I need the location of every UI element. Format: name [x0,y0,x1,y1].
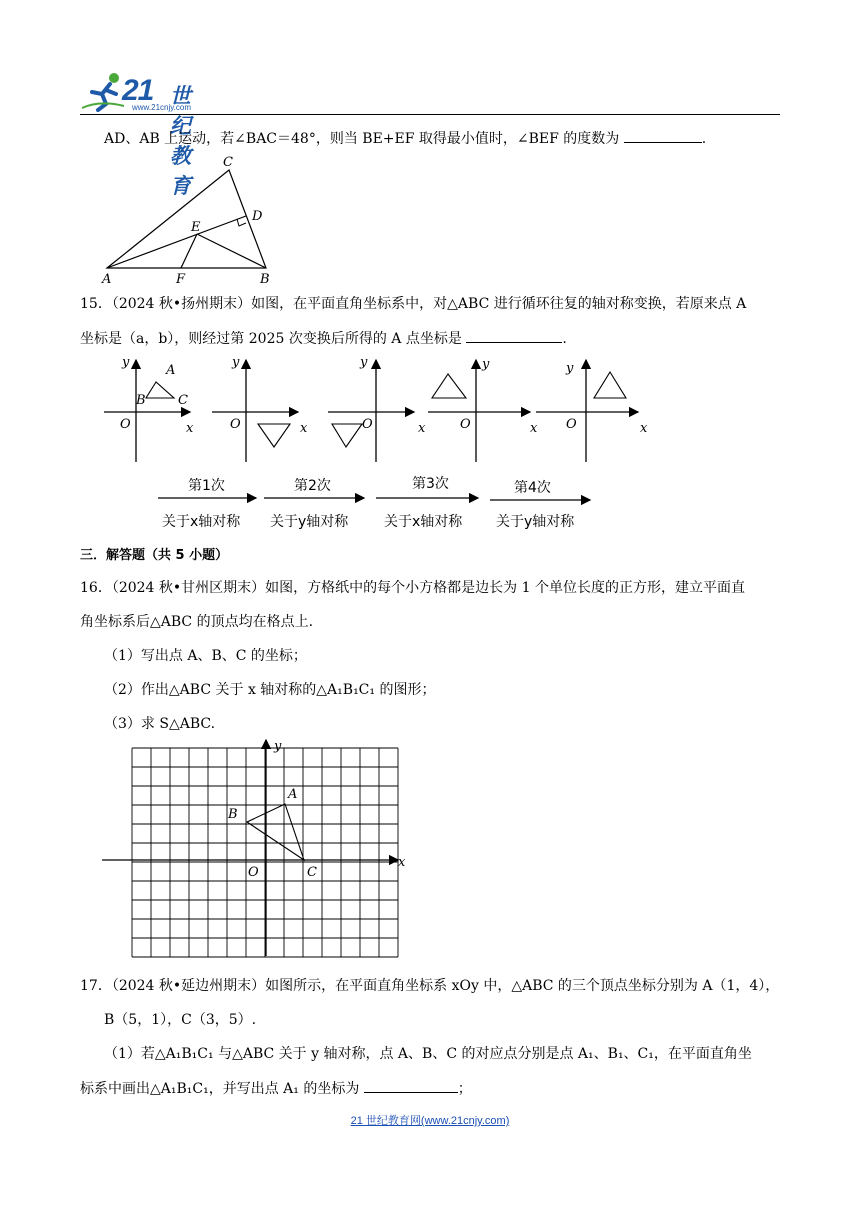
q15-line1: 15．（2024 秋•扬州期末）如图，在平面直角坐标系中，对△ABC 进行循环往复的轴对称变换，若原来点 A [80,296,747,312]
fig15-step-4-count: 第4次 [514,480,551,496]
fig15-step-2-desc: 关于y轴对称 [270,514,349,530]
q17-part1b: 标系中画出△A₁B₁C₁，并写出点 A₁ 的坐标为 ； [80,1078,472,1099]
fig15-p1-o: O [120,417,131,432]
fig15-p4-o: O [460,417,471,432]
fig14-label-e: E [191,220,201,235]
fig16-grid-diagram [96,734,416,960]
fig15-transform-diagram [96,352,656,537]
fig16-label-a: A [288,787,298,802]
fig14-label-f: F [176,272,186,287]
fig15-p4-y: y [482,357,490,372]
fig15-step-2-count: 第2次 [294,478,331,494]
fig16-grid-lines [132,748,398,957]
fig15-p3-x: x [418,421,426,436]
fig15-label-b: B [136,393,146,408]
fig14-label-c: C [223,155,233,170]
fig16-label-b: B [228,807,238,822]
q15-answer-blank [466,328,562,343]
q14-line: AD、AB 上运动，若∠BAC＝48°，则当 BE+EF 取得最小值时，∠BEF 的度数为 [104,131,620,147]
fig15-panel-3 [328,355,426,462]
fig15-step-3 [376,476,478,530]
q16-line2: 角坐标系后△ABC 的顶点均在格点上. [80,614,314,630]
q14-text: AD、AB 上运动，若∠BAC＝48°，则当 BE+EF 取得最小值时，∠BEF 的度数为 . [104,128,706,149]
q16-line1: 16．（2024 秋•甘州区期末）如图，方格纸中的每个小方格都是边长为 1 个单位长度的正方形，建立平面直 [80,580,745,596]
fig15-p5-x: x [640,421,648,436]
fig14-label-d: D [252,209,263,224]
q17-part1a: （1）若△A₁B₁C₁ 与△ABC 关于 y 轴对称，点 A、B、C 的对应点分别是点 A₁、B₁、C₁，在平面直角坐 [104,1046,752,1062]
fig15-label-a: A [166,363,176,378]
fig15-p3-o: O [362,417,373,432]
section-heading: 三．解答题（共 5 小题） [80,548,229,563]
fig15-step-2 [264,478,364,530]
runner-logo-icon [80,70,128,112]
q15-line2: 坐标是（a，b），则经过第 2025 次变换后所得的 A 点坐标是 . [80,328,567,349]
header-rule [80,114,780,115]
fig14-label-b: B [260,272,270,287]
fig15-p5-o: O [566,417,577,432]
fig15-panel-1 [104,355,194,462]
fig16-label-y: y [274,739,282,754]
logo-url: www.21cnjy.com [132,103,191,112]
fig16-label-c: C [307,865,317,880]
fig15-p1-y: y [122,355,130,370]
fig15-step-1-desc: 关于x轴对称 [162,514,241,530]
fig15-step-4 [490,480,590,530]
fig15-panel-4 [428,357,538,462]
q16-part2: （2）作出△ABC 关于 x 轴对称的△A₁B₁C₁ 的图形； [104,682,436,698]
logo-text: 世纪教育 [170,84,191,198]
fig15-step-4-desc: 关于y轴对称 [496,514,575,530]
fig15-p2-o: O [230,417,241,432]
q17-answer-blank [364,1078,458,1093]
logo-number: 21 [122,74,154,107]
fig15-label-c: C [178,393,188,408]
q14-answer-blank [624,128,702,143]
fig14-triangle-diagram [96,152,286,288]
fig15-p2-y: y [232,355,240,370]
q17-line1: 17．（2024 秋•延边州期末）如图所示，在平面直角坐标系 xOy 中，△ABC 的三个顶点坐标分别为 A（1，4）， [80,978,780,994]
fig15-step-3-count: 第3次 [412,476,449,492]
fig15-panel-2 [212,355,308,462]
fig15-p5-y: y [566,361,574,376]
fig15-p3-y: y [360,355,368,370]
q16-part3: （3）求 S△ABC. [104,716,216,732]
q16-part1: （1）写出点 A、B、C 的坐标； [104,648,307,664]
fig15-step-1 [158,478,256,530]
fig15-p1-x: x [186,421,194,436]
footer-link[interactable]: 21 世纪教育网(www.21cnjy.com) [350,1115,510,1127]
fig15-p2-x: x [300,421,308,436]
fig16-label-x: x [398,855,406,870]
fig14-label-a: A [102,272,112,287]
fig15-p4-x: x [530,421,538,436]
q17-line2: B（5，1），C（3，5）. [104,1012,257,1028]
fig15-step-1-count: 第1次 [188,478,225,494]
fig15-step-3-desc: 关于x轴对称 [384,514,463,530]
fig16-label-o: O [248,865,259,880]
fig15-panel-5 [536,360,648,462]
